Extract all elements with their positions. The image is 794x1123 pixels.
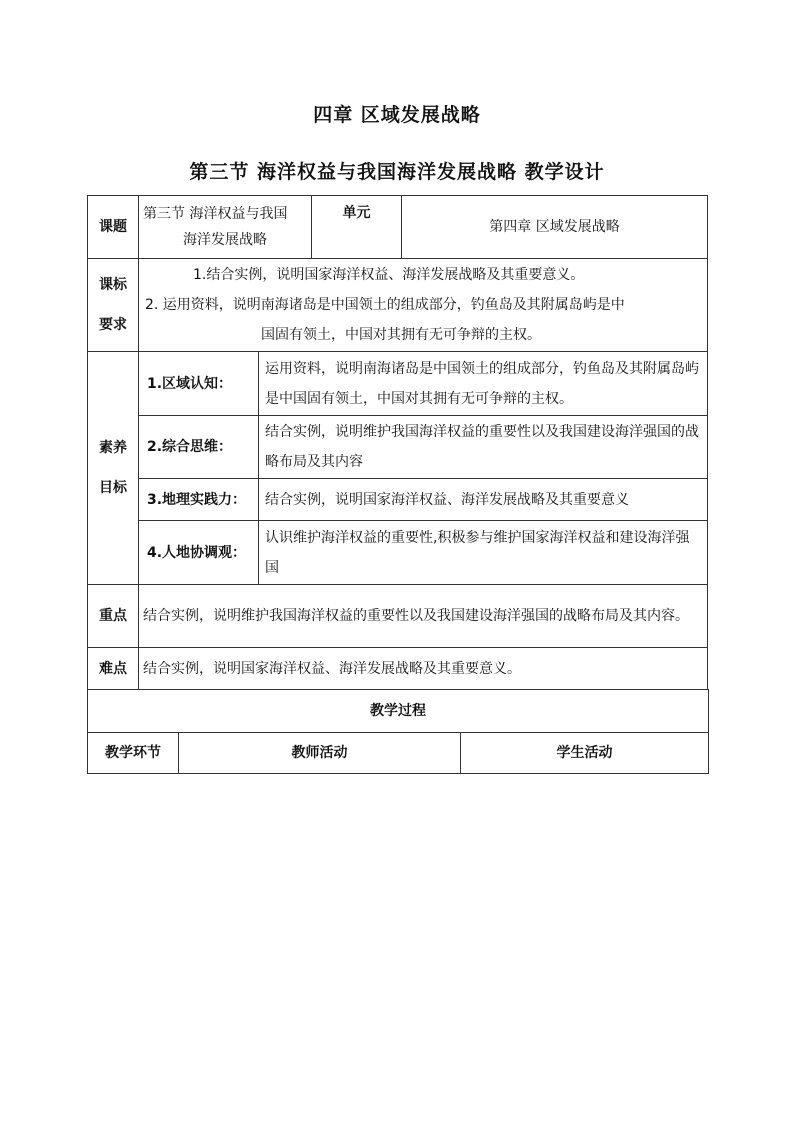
process-col-student: 学生活动 bbox=[461, 733, 709, 774]
process-col-stage: 教学环节 bbox=[88, 733, 179, 774]
literacy-item-name: 1.区域认知： bbox=[139, 352, 259, 416]
key-point-label: 重点 bbox=[88, 585, 139, 648]
literacy-item-text: 结合实例，说明国家海洋权益、海洋发展战略及其重要意义 bbox=[259, 479, 708, 521]
lesson-label: 课题 bbox=[88, 196, 139, 259]
lesson-value-line2: 海洋发展战略 bbox=[183, 232, 267, 248]
literacy-item-name: 3.地理实践力： bbox=[139, 479, 259, 521]
key-point-text: 结合实例，说明维护我国海洋权益的重要性以及我国建设海洋强国的战略布局及其内容。 bbox=[139, 585, 708, 648]
lesson-row bbox=[88, 196, 708, 259]
section-title: 第三节 海洋权益与我国海洋发展战略 教学设计 bbox=[189, 161, 605, 183]
lesson-value bbox=[139, 196, 312, 259]
literacy-row-2 bbox=[88, 416, 708, 479]
process-header-row bbox=[88, 733, 709, 774]
curriculum-line-2: 2. 运用资料，说明南海诸岛是中国领土的组成部分，钓鱼岛及其附属岛屿是中 bbox=[145, 297, 625, 313]
lesson-design-table bbox=[87, 195, 708, 690]
literacy-item-text: 运用资料，说明南海诸岛是中国领土的组成部分，钓鱼岛及其附属岛屿是中国固有领土，中国对其拥有无可争辩的主权。 bbox=[259, 352, 708, 416]
literacy-row-4 bbox=[88, 521, 708, 585]
curriculum-line-1: 1.结合实例，说明国家海洋权益、海洋发展战略及其重要意义。 bbox=[193, 267, 585, 283]
curriculum-label bbox=[88, 259, 139, 352]
literacy-label-line1: 素养 bbox=[99, 440, 127, 456]
difficulty-label: 难点 bbox=[88, 648, 139, 690]
difficulty-row bbox=[88, 648, 708, 690]
literacy-item-name: 4.人地协调观： bbox=[139, 521, 259, 585]
curriculum-row bbox=[88, 259, 708, 352]
teaching-process-table bbox=[87, 689, 709, 774]
chapter-title: 四章 区域发展战略 bbox=[313, 104, 481, 126]
lesson-value-line1: 第三节 海洋权益与我国 bbox=[143, 206, 288, 222]
literacy-item-text: 认识维护海洋权益的重要性,积极参与维护国家海洋权益和建设海洋强国 bbox=[259, 521, 708, 585]
unit-value: 第四章 区域发展战略 bbox=[402, 196, 708, 259]
literacy-row-1 bbox=[88, 352, 708, 416]
literacy-row-3 bbox=[88, 479, 708, 521]
curriculum-line-3: 国固有领土，中国对其拥有无可争辩的主权。 bbox=[261, 327, 541, 343]
literacy-item-text: 结合实例，说明维护我国海洋权益的重要性以及我国建设海洋强国的战略布局及其内容 bbox=[259, 416, 708, 479]
unit-label: 单元 bbox=[312, 196, 402, 259]
process-col-teacher: 教师活动 bbox=[179, 733, 461, 774]
key-point-row bbox=[88, 585, 708, 648]
process-title-row bbox=[88, 690, 709, 733]
difficulty-text: 结合实例，说明国家海洋权益、海洋发展战略及其重要意义。 bbox=[139, 648, 708, 690]
curriculum-label-line2: 要求 bbox=[99, 317, 127, 333]
literacy-item-name: 2.综合思维： bbox=[139, 416, 259, 479]
literacy-label bbox=[88, 352, 139, 585]
curriculum-label-line1: 课标 bbox=[99, 277, 127, 293]
curriculum-text bbox=[139, 259, 708, 352]
process-title: 教学过程 bbox=[88, 690, 709, 733]
literacy-label-line2: 目标 bbox=[99, 480, 127, 496]
